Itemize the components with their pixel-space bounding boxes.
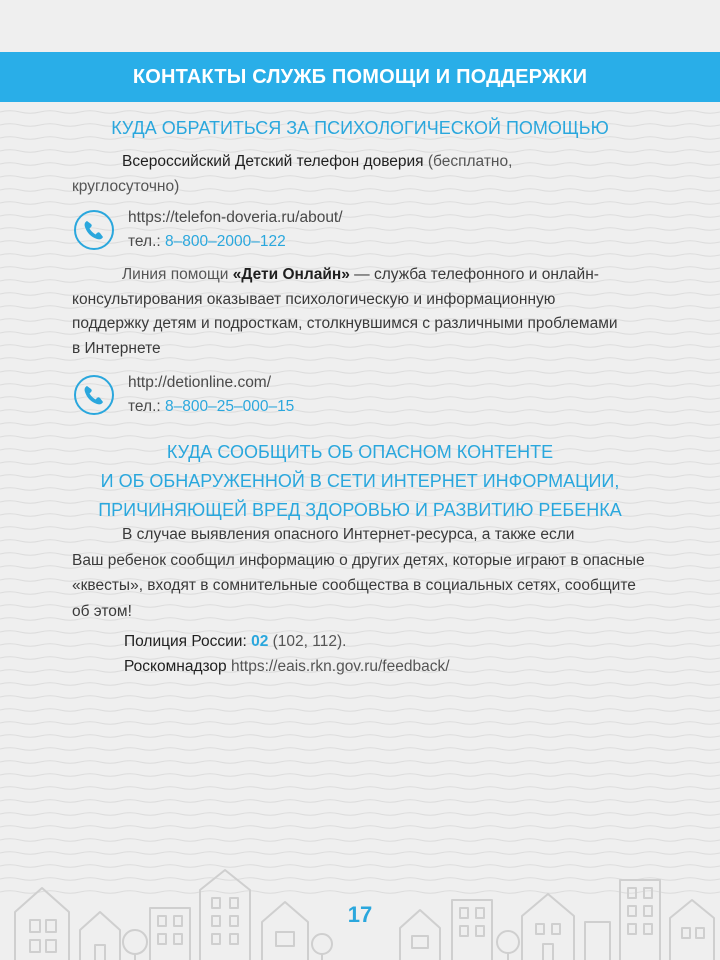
detionline-tel-label: тел.: [128, 398, 165, 415]
detionline-description [72, 263, 648, 361]
header-banner [0, 52, 720, 102]
detionline-prefix: Линия помощи [122, 266, 233, 283]
hotline-tel-label: тел.: [128, 233, 165, 250]
phone-icon [74, 375, 114, 415]
page-number: 17 [347, 902, 373, 927]
hotline-url-link[interactable]: https://telefon-doveria.ru/about/ [128, 209, 343, 226]
police-label: Полиция России: [124, 633, 252, 650]
hotline-note-2: круглосуточно) [72, 177, 180, 195]
hotline-phone-number[interactable]: 8–800–2000–122 [165, 233, 286, 250]
section2-title-line-2: И ОБ ОБНАРУЖЕННОЙ В СЕТИ ИНТЕРНЕТ ИНФОРМАЦИИ, [100, 471, 620, 491]
detionline-phone-number[interactable]: 8–800–25–000–15 [165, 398, 295, 415]
hotline-note-1: (бесплатно, [423, 153, 513, 170]
detionline-line3: поддержку детям и подросткам, столкнувшимся с различными проблемами [72, 315, 618, 332]
report-line-3: «квесты», входят в сомнительные сообщества в социальных сетях, сообщите [72, 577, 636, 594]
detionline-line4: в Интернете [72, 339, 161, 357]
report-line-1: В случае выявления опасного Интернет-ресурса, а также если [122, 526, 575, 543]
section-title-dangerous-content [0, 438, 720, 525]
rkn-url-link[interactable]: https://eais.rkn.gov.ru/feedback/ [230, 658, 450, 675]
section-title-psychological-help: КУДА ОБРАТИТЬСЯ ЗА ПСИХОЛОГИЧЕСКОЙ ПОМОЩЬЮ [111, 118, 609, 138]
police-extra-numbers: (102, 112). [268, 633, 347, 650]
section2-title-line-3: ПРИЧИНЯЮЩЕЙ ВРЕД ЗДОРОВЬЮ И РАЗВИТИЮ РЕБЕНКА [98, 500, 622, 520]
hotline-description [72, 150, 648, 199]
report-line-4: об этом! [72, 602, 132, 620]
detionline-line1: — служба телефонного и онлайн- [349, 266, 599, 283]
report-paragraph [72, 522, 648, 624]
rkn-label: Роскомнадзор [124, 658, 231, 675]
section2-title-line-1: КУДА СООБЩИТЬ ОБ ОПАСНОМ КОНТЕНТЕ [166, 442, 554, 462]
detionline-line2: консультирования оказывает психологическую и информационную [72, 290, 556, 308]
rkn-contact [124, 655, 450, 679]
police-number[interactable]: 02 [251, 633, 269, 650]
phone-icon [74, 210, 114, 250]
hotline-name: Всероссийский Детский телефон доверия [122, 153, 424, 170]
report-line-2: Ваш ребенок сообщил информацию о других детях, которые играют в опасные [72, 551, 645, 569]
detionline-name: «Дети Онлайн» [232, 266, 350, 283]
banner-title: КОНТАКТЫ СЛУЖБ ПОМОЩИ И ПОДДЕРЖКИ [132, 65, 588, 88]
detionline-url-link[interactable]: http://detionline.com/ [128, 374, 272, 391]
police-contact [124, 630, 346, 654]
